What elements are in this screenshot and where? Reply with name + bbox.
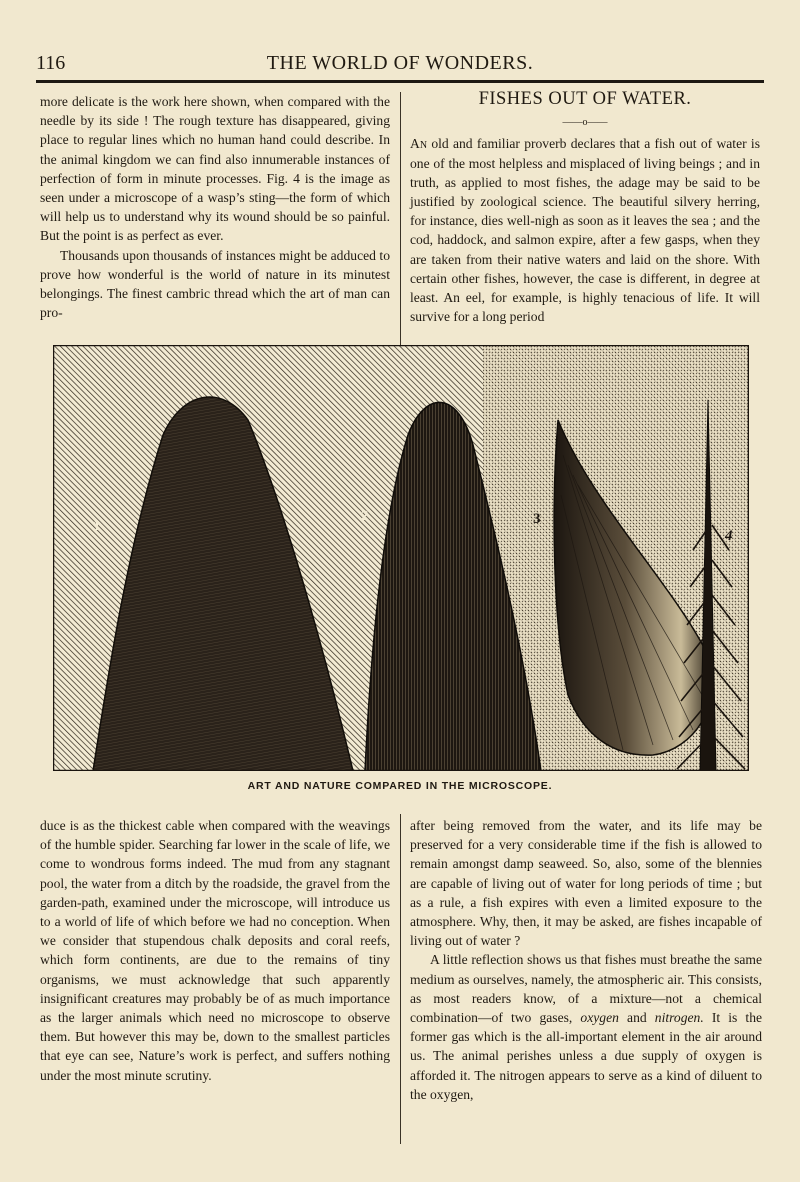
figure-caption: ART AND NATURE COMPARED IN THE MICROSCOPE.	[247, 780, 553, 792]
term-oxygen: oxygen	[580, 1010, 619, 1026]
page-header	[36, 50, 764, 83]
term-nitrogen: nitrogen.	[654, 1010, 704, 1026]
right-column-bottom	[410, 816, 762, 1104]
paragraph	[410, 950, 762, 1104]
left-column-bottom	[40, 816, 390, 1085]
figure-label-3: 3	[533, 511, 541, 527]
left-column-top	[40, 92, 390, 322]
paragraph-text: It is the former gas which is the all-important element in the air around us. The animal perishes unless a due supply of oxygen is afforded it. The nitrogen appears to serve as a kind of diluent to the oxygen,	[410, 1010, 763, 1102]
paragraph	[410, 134, 760, 326]
paragraph: Thousands upon thousands of instances might be adduced to prove how wonderful is the world of nature in its minutest belongings. The finest cambric thread which the art of man can pro-	[40, 247, 390, 321]
running-title: THE WORLD OF WONDERS.	[266, 52, 534, 74]
right-column-top	[410, 90, 760, 326]
figure-label-1: 1	[93, 518, 101, 534]
title-ornament: ——o——	[562, 117, 608, 129]
drop-word: An	[410, 136, 428, 152]
paragraph: duce is as the thickest cable when compared with the weavings of the humble spider. Searching far lower in the scale of life, we come to wondrous forms indeed. The mud from any stagnant pool, the water from a ditch by the roadside, the gravel from the garden-path, examined under the microscope, will introduce us to a world of life of which before we had no conception. When we consider that stupendous chalk deposits and coral reefs, which form continents, are due to the remains of tiny organisms, we must acknowledge that such apparently insignificant creatures may probably be of as much importance as the larger animals which need no microscope to observe them. But however this may be, down to the smallest particles that eye can see, Nature’s work is perfect, and suffers nothing under the most minute scrutiny.	[40, 818, 390, 1083]
figure-label-2: 2	[361, 508, 369, 524]
article-title: FISHES OUT OF WATER.	[478, 89, 692, 109]
conjunction: and	[627, 1010, 647, 1026]
paragraph: after being removed from the water, and its life may be preserved for a very considerable time if the fish is allowed to remain amongst damp seaweed. So, also, some of the blennies are capable of living out of water for long periods of time ; but as a rule, a fish expires with even a limited exposure to the atmosphere. Why, then, it may be asked, are fishes incapable of living out of water ?	[410, 818, 762, 949]
paragraph-text: A little reflection shows us that fishes must breathe the same medium as ourselves, namely, the atmospheric air. This consists, as most readers know, of a mixture—not a chemical combination—of two gases,	[410, 952, 762, 1026]
paragraph: more delicate is the work here shown, when compared with the needle by its side ! The rough texture has disappeared, giving place to regular lines which no human hand could describe. In the animal kingdom we can find also innumerable instances of perfection of form in minute processes. Fig. 4 is the image as seen under a microscope of a wasp’s sting—the form of which will help us to understand why its wound should be so painful. But the point is as perfect as ever.	[40, 94, 390, 244]
paragraph-text: old and familiar proverb declares that a fish out of water is one of the most helpless and misplaced of living beings ; and in truth, as applied to most fishes, the adage may be said to be justified by zoological science. The beautiful silvery herring, for instance, dies well-nigh as soon as it leaves the sea ; and the cod, haddock, and salmon expire, after a few gasps, when they are taken from their native waters and laid on the shore. With certain other fishes, however, the case is different, in degree at least. An eel, for example, is highly tenacious of life. It will survive for a long period	[410, 136, 760, 325]
column-divider	[400, 814, 401, 1144]
figure-label-4: 4	[725, 528, 733, 544]
microscope-illustration	[53, 345, 749, 771]
column-divider	[400, 92, 401, 354]
page-number: 116	[36, 52, 66, 74]
